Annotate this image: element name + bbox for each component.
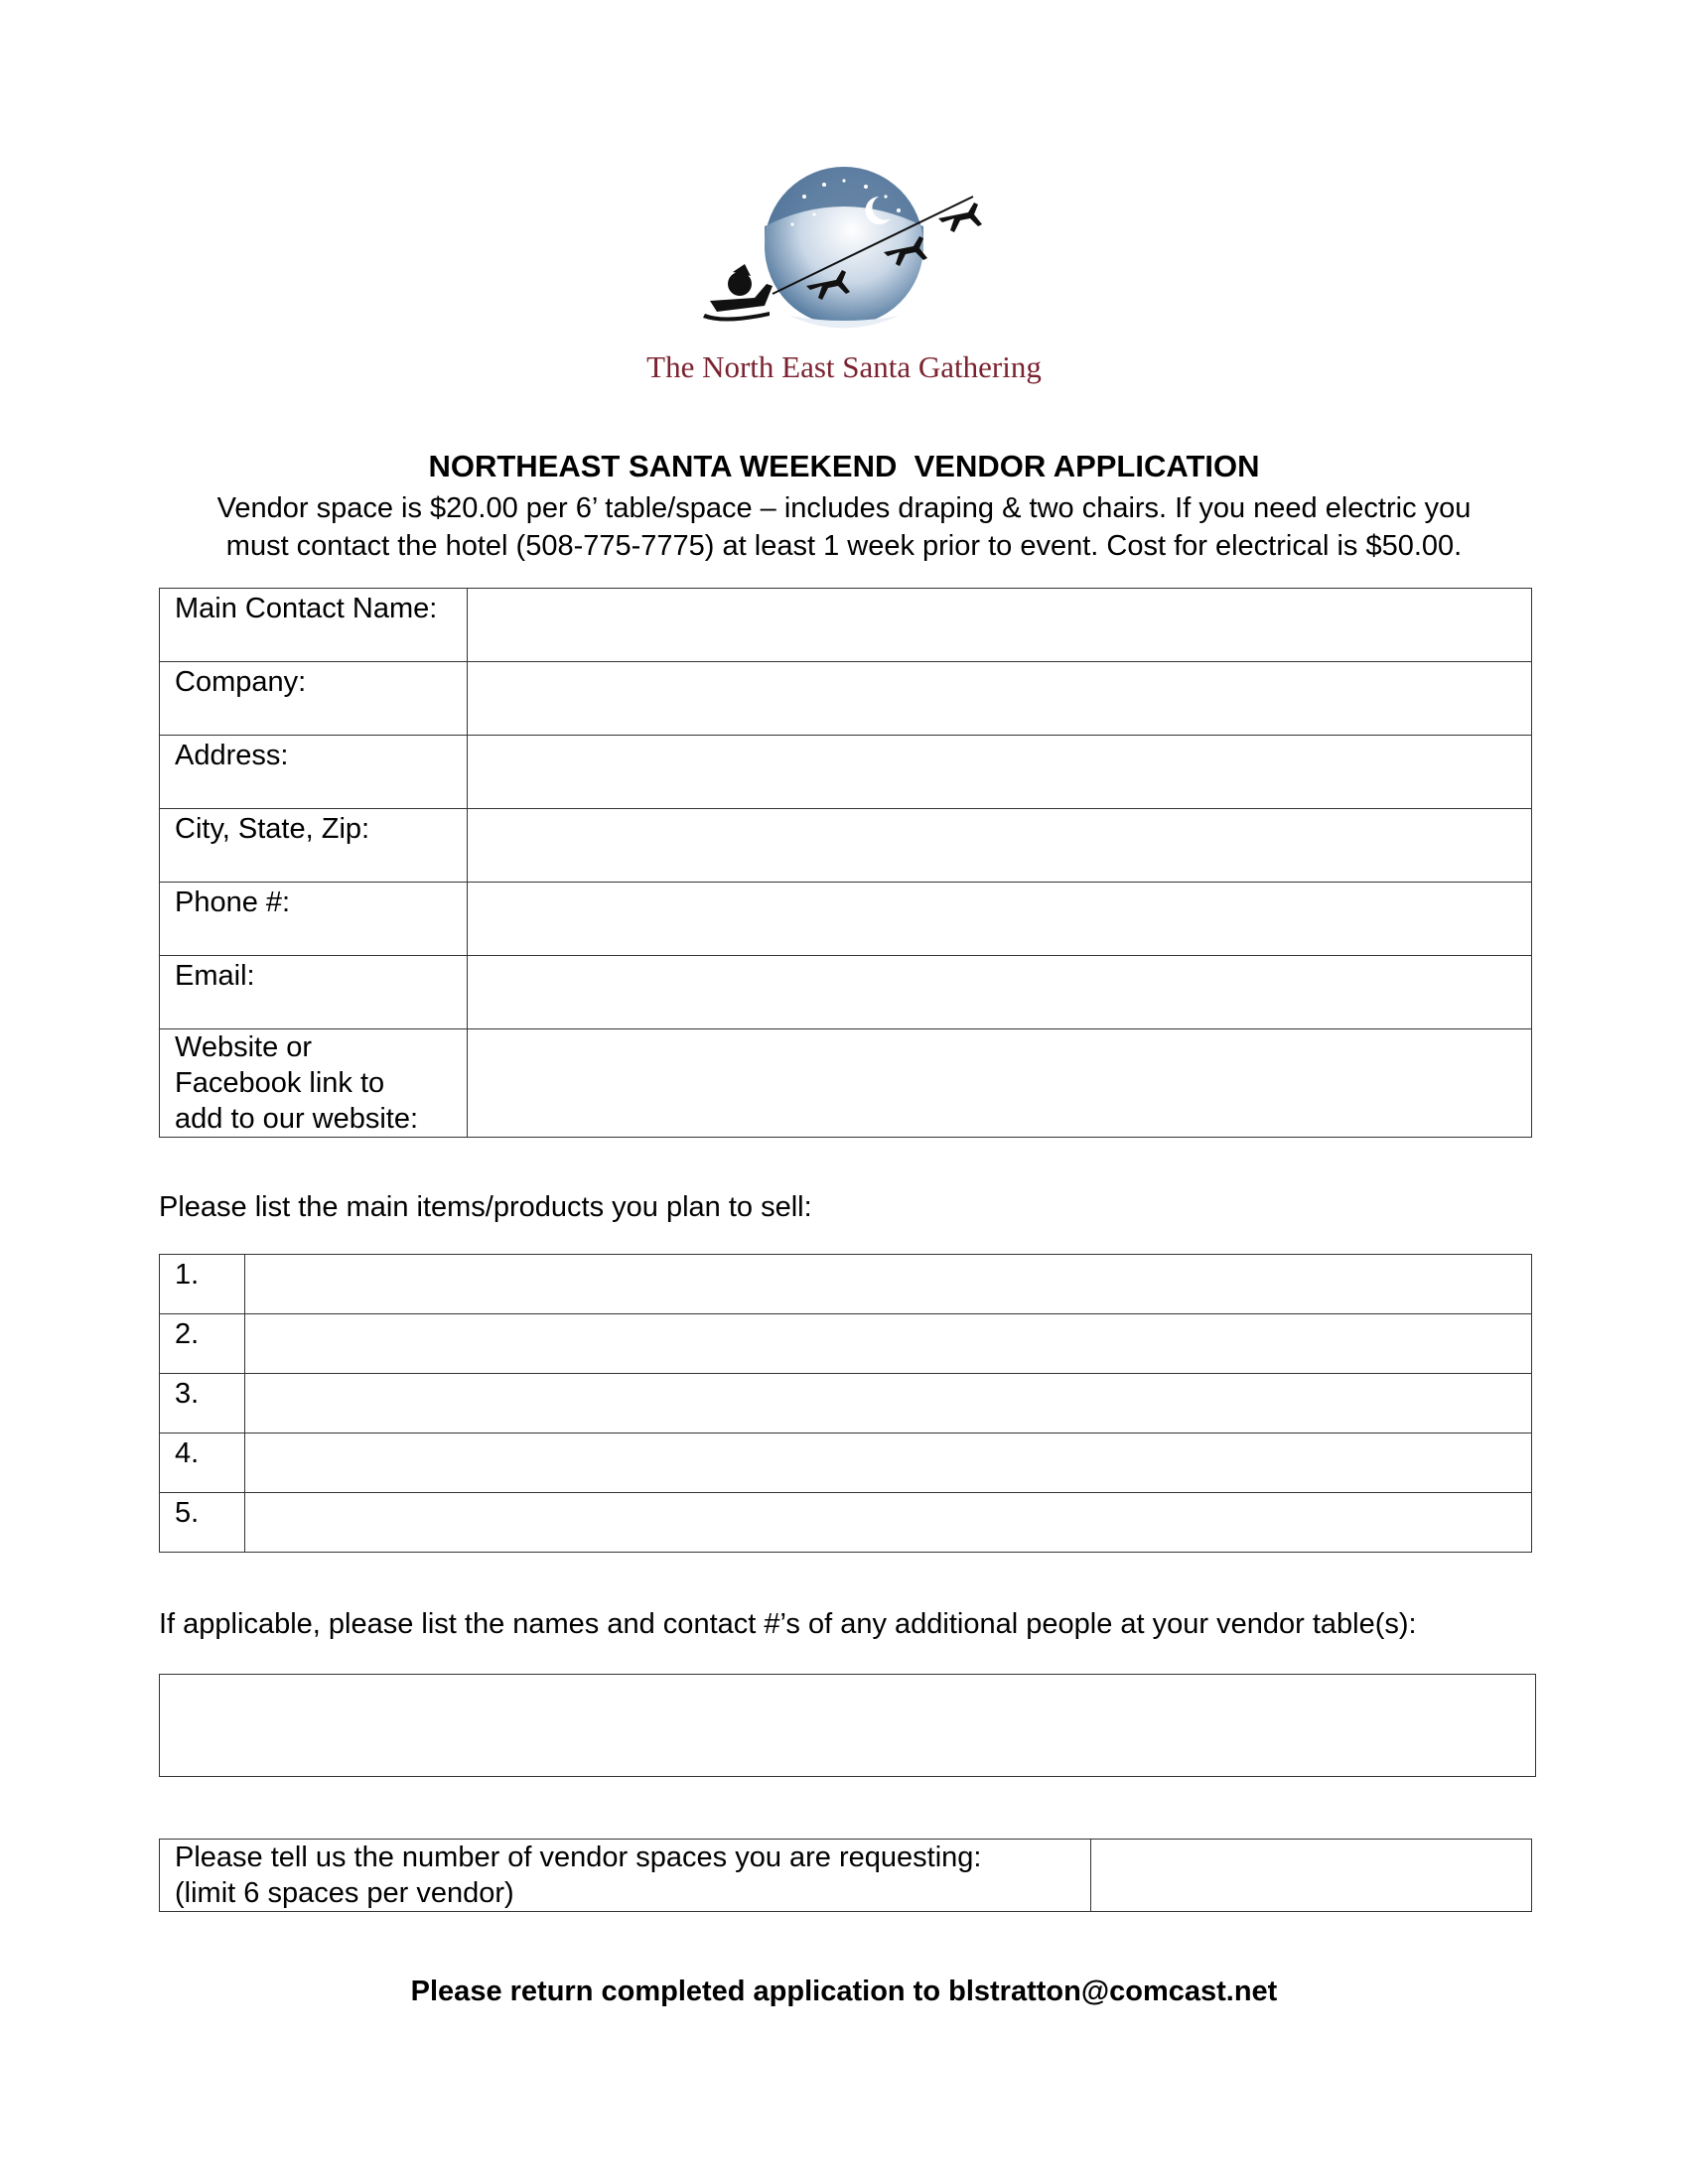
product-field[interactable] [245,1314,1532,1374]
product-row [160,1374,1532,1433]
row-number: 4. [175,1437,200,1469]
row-number: 2. [175,1318,200,1350]
additional-people-field[interactable] [159,1674,1536,1777]
row-number: 5. [175,1497,200,1529]
form-row-email [160,956,1532,1029]
product-field[interactable] [245,1255,1532,1314]
vendor-spaces-table [159,1839,1532,1912]
field-label: Address: [175,740,289,771]
row-number: 1. [175,1259,200,1291]
form-row-main-contact [160,589,1532,662]
product-row [160,1433,1532,1493]
field-label-line: add to our website: [175,1103,419,1135]
field-label: City, State, Zip: [175,813,370,845]
products-prompt: Please list the main items/products you plan to sell: [159,1191,812,1223]
field-label: Email: [175,960,255,992]
form-row-company [160,662,1532,736]
logo-caption: The North East Santa Gathering [646,349,1042,384]
email-field[interactable] [468,956,1532,1029]
field-label-line: Website or [175,1031,313,1063]
vendor-spaces-row [160,1840,1532,1912]
products-table [159,1254,1532,1553]
form-row-website [160,1029,1532,1138]
product-field[interactable] [245,1433,1532,1493]
row-number: 3. [175,1378,200,1410]
product-field[interactable] [245,1493,1532,1553]
field-label: Main Contact Name: [175,593,438,624]
product-row [160,1255,1532,1314]
main-contact-name-field[interactable] [468,589,1532,662]
product-field[interactable] [245,1374,1532,1433]
question-line: (limit 6 spaces per vendor) [175,1877,514,1909]
vendor-spaces-question [160,1840,1090,1911]
field-label: Company: [175,666,307,698]
additional-people-prompt: If applicable, please list the names and contact #’s of any additional people at your vendor table(s): [159,1608,1417,1640]
intro-line: must contact the hotel (508-775-7775) at least 1 week prior to event. Cost for electrical is $50.00. [225,530,1463,562]
city-state-zip-field[interactable] [468,809,1532,883]
return-instructions: Please return completed application to blstratton@comcast.net [410,1976,1278,2007]
product-row [160,1493,1532,1553]
field-label-line: Facebook link to [175,1067,385,1099]
page-title: NORTHEAST SANTA WEEKEND VENDOR APPLICATION [428,449,1260,483]
form-row-city-state-zip [160,809,1532,883]
vendor-spaces-field[interactable] [1091,1840,1532,1912]
santa-sleigh-logo-icon [695,167,993,345]
question-line: Please tell us the number of vendor spaces you are requesting: [175,1842,982,1873]
website-field[interactable] [468,1029,1532,1138]
form-row-phone [160,883,1532,956]
intro-line: Vendor space is $20.00 per 6’ table/space – includes draping & two chairs. If you need electric you [216,492,1472,524]
intro-text [159,489,1529,565]
company-field[interactable] [468,662,1532,736]
address-field[interactable] [468,736,1532,809]
contact-form-table [159,588,1532,1138]
phone-field[interactable] [468,883,1532,956]
form-row-address [160,736,1532,809]
field-label [160,1029,467,1137]
product-row [160,1314,1532,1374]
field-label: Phone #: [175,887,291,918]
